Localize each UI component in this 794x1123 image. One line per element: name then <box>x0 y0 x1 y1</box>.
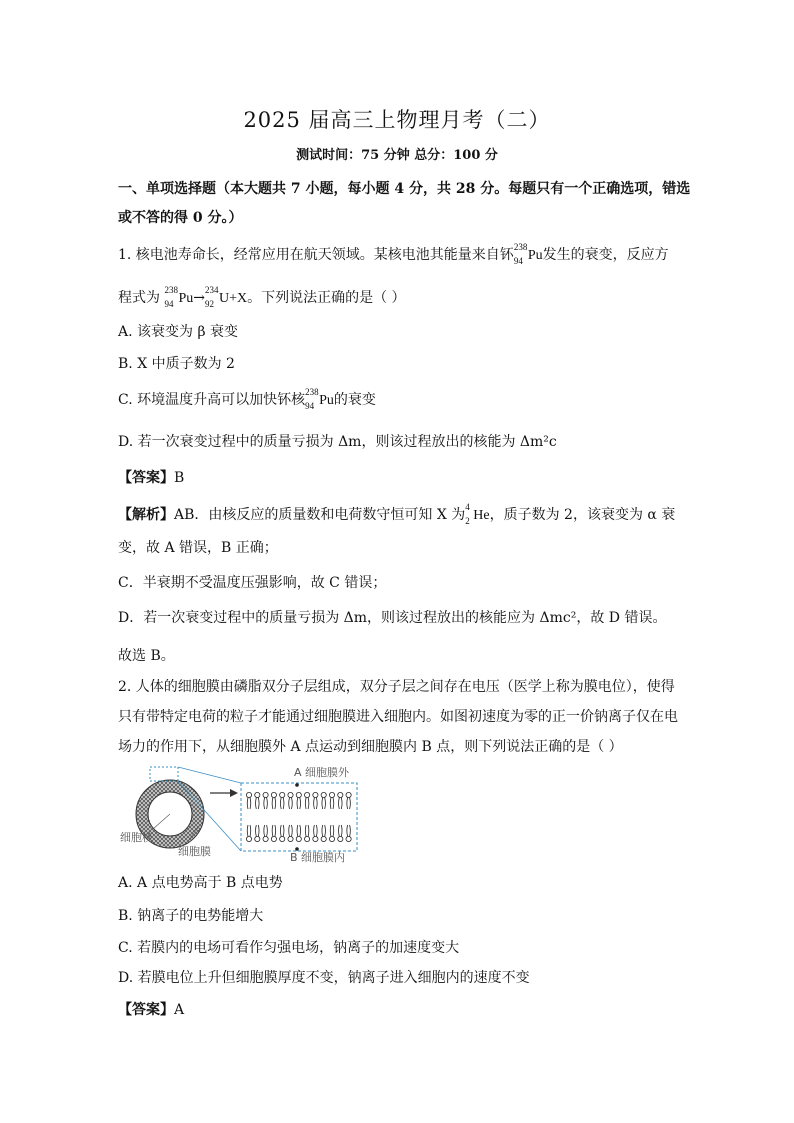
lipid-head <box>305 792 310 797</box>
section-heading: 一、单项选择题（本大题共 7 小题，每小题 4 分，共 28 分。每题只有一个正确选项，错选 <box>118 181 691 197</box>
q2-option-b: B. 钠离子的电势能增大 <box>118 908 264 924</box>
lipid-tail <box>314 825 318 836</box>
label-nucleus: 细胞核 <box>120 831 153 844</box>
lipid-tail <box>289 825 293 836</box>
lipid-tail <box>322 825 326 836</box>
zoom-connector-top <box>178 767 241 783</box>
nuclide-pu-equation: 238 94 Pu <box>164 285 194 309</box>
q2-stem-line2: 只有带特定电荷的粒子才能通过细胞膜进入细胞内。如图初速度为零的正一价钠离子仅在电 <box>118 709 678 725</box>
q1-option-d: D. 若一次衰变过程中的质量亏损为 Δm，则该过程放出的核能为 Δm²c <box>118 434 557 450</box>
lipid-tail <box>264 825 268 836</box>
q1-analysis-line4: D．若一次衰变过程中的质量亏损为 Δm，则该过程放出的核能应为 Δmc²，故 D 错误。 <box>118 610 667 626</box>
lipid-head <box>346 836 351 841</box>
nuclide-pu: 238 94 Pu <box>513 242 543 266</box>
lipid-tail <box>322 798 326 809</box>
q1-stem-text-2: 发生的衰变，反应方 <box>542 247 669 263</box>
lipid-head <box>280 836 285 841</box>
lipid-head <box>329 836 334 841</box>
nuclide-u: 234 92 U+X <box>204 285 248 309</box>
lipid-head <box>246 836 251 841</box>
lipid-tail <box>330 825 334 836</box>
lipid-head <box>288 836 293 841</box>
nuclide-pu-c: 238 94 Pu <box>305 387 334 411</box>
lipid-tail <box>330 798 334 809</box>
lipid-tail <box>297 798 301 809</box>
lipid-head <box>296 836 301 841</box>
nuclide-he: 4 2 He <box>465 502 490 526</box>
lipid-head <box>255 792 260 797</box>
lipid-head <box>271 792 276 797</box>
q1-answer: 【答案】B <box>118 470 185 486</box>
q1-conclusion: 故选 B。 <box>118 648 175 664</box>
lipid-tail <box>289 798 293 809</box>
q1-stem-line2: 程式为 238 94 Pu→ 234 92 U+X。下列说法正确的是（ ） <box>118 285 406 309</box>
lipid-layer-inner <box>246 825 351 842</box>
lipid-tail <box>247 825 251 836</box>
lipid-head <box>296 792 301 797</box>
q2-option-c: C. 若膜内的电场可看作匀强电场，钠离子的加速度变大 <box>118 940 460 956</box>
lipid-head <box>313 836 318 841</box>
q1-option-c: C. 环境温度升高可以加快钚核 238 94 Pu的衰变 <box>118 387 376 411</box>
q2-stem-line3: 场力的作用下，从细胞膜外 A 点运动到细胞膜内 B 点，则下列说法正确的是（ ） <box>118 739 623 755</box>
label-membrane: 细胞膜 <box>178 845 211 858</box>
lipid-tail <box>256 825 259 836</box>
lipid-tail <box>339 798 343 809</box>
lipid-head <box>321 836 326 841</box>
lipid-head <box>338 792 343 797</box>
lipid-head <box>263 836 268 841</box>
lipid-head <box>329 792 334 797</box>
q1-option-a: A. 该衰变为 β 衰变 <box>118 324 239 340</box>
q2-option-d: D. 若膜电位上升但细胞膜厚度不变，钠离子进入细胞内的速度不变 <box>118 970 530 986</box>
lipid-head <box>280 792 285 797</box>
q1-analysis-line3: C．半衰期不受温度压强影响，故 C 错误； <box>118 575 387 591</box>
zoom-source-box <box>150 767 178 781</box>
lipid-head <box>321 792 326 797</box>
lipid-head <box>263 792 268 797</box>
lipid-head <box>255 836 260 841</box>
label-point-b: B 细胞膜内 <box>290 851 346 863</box>
zoom-detail-box <box>241 783 357 851</box>
point-a-marker <box>295 783 299 787</box>
lipid-head <box>246 792 251 797</box>
lipid-head <box>271 836 276 841</box>
lipid-head <box>346 792 351 797</box>
q1-option-b: B. X 中质子数为 2 <box>118 356 235 372</box>
lipid-head <box>288 792 293 797</box>
reaction-arrow: → <box>193 290 205 306</box>
page-title: 2025 届高三上物理月考（二） <box>243 108 551 132</box>
q1-analysis-line1: 【解析】AB．由核反应的质量数和电荷数守恒可知 X 为 4 2 He，质子数为 2，该衰变为 α 衰 <box>118 502 676 526</box>
lipid-tail <box>280 798 284 809</box>
lipid-tail <box>247 798 251 809</box>
lipid-tail <box>305 798 309 809</box>
label-point-a: A 细胞膜外 <box>294 766 350 779</box>
lipid-layer-outer <box>246 792 351 809</box>
lipid-tail <box>256 798 259 809</box>
q1-stem-text: 1. 核电池寿命长，经常应用在航天领域。某核电池其能量来自钚 <box>118 247 514 263</box>
lipid-head <box>313 792 318 797</box>
section-heading-cont: 或不答的得 0 分。） <box>118 210 243 226</box>
lipid-tail <box>339 825 343 836</box>
q1-analysis-line2: 变，故 A 错误，B 正确； <box>118 540 278 556</box>
q1-stem-line1 <box>118 244 669 264</box>
lipid-head <box>338 836 343 841</box>
cell-membrane-figure <box>118 763 368 863</box>
exam-meta: 测试时间：75 分钟 总分：100 分 <box>296 148 498 163</box>
lipid-tail <box>305 825 309 836</box>
lipid-tail <box>314 798 318 809</box>
lipid-tail <box>264 798 268 809</box>
lipid-tail <box>347 825 351 836</box>
q2-stem-line1: 2. 人体的细胞膜由磷脂双分子层组成，双分子层之间存在电压（医学上称为膜电位），使得 <box>118 679 675 695</box>
lipid-tail <box>347 798 351 809</box>
lipid-tail <box>272 798 276 809</box>
q2-answer: 【答案】A <box>118 1002 185 1018</box>
q2-option-a: A. A 点电势高于 B 点电势 <box>118 875 283 891</box>
lipid-tail <box>272 825 276 836</box>
lipid-tail <box>297 825 301 836</box>
lipid-head <box>305 836 310 841</box>
lipid-tail <box>280 825 284 836</box>
